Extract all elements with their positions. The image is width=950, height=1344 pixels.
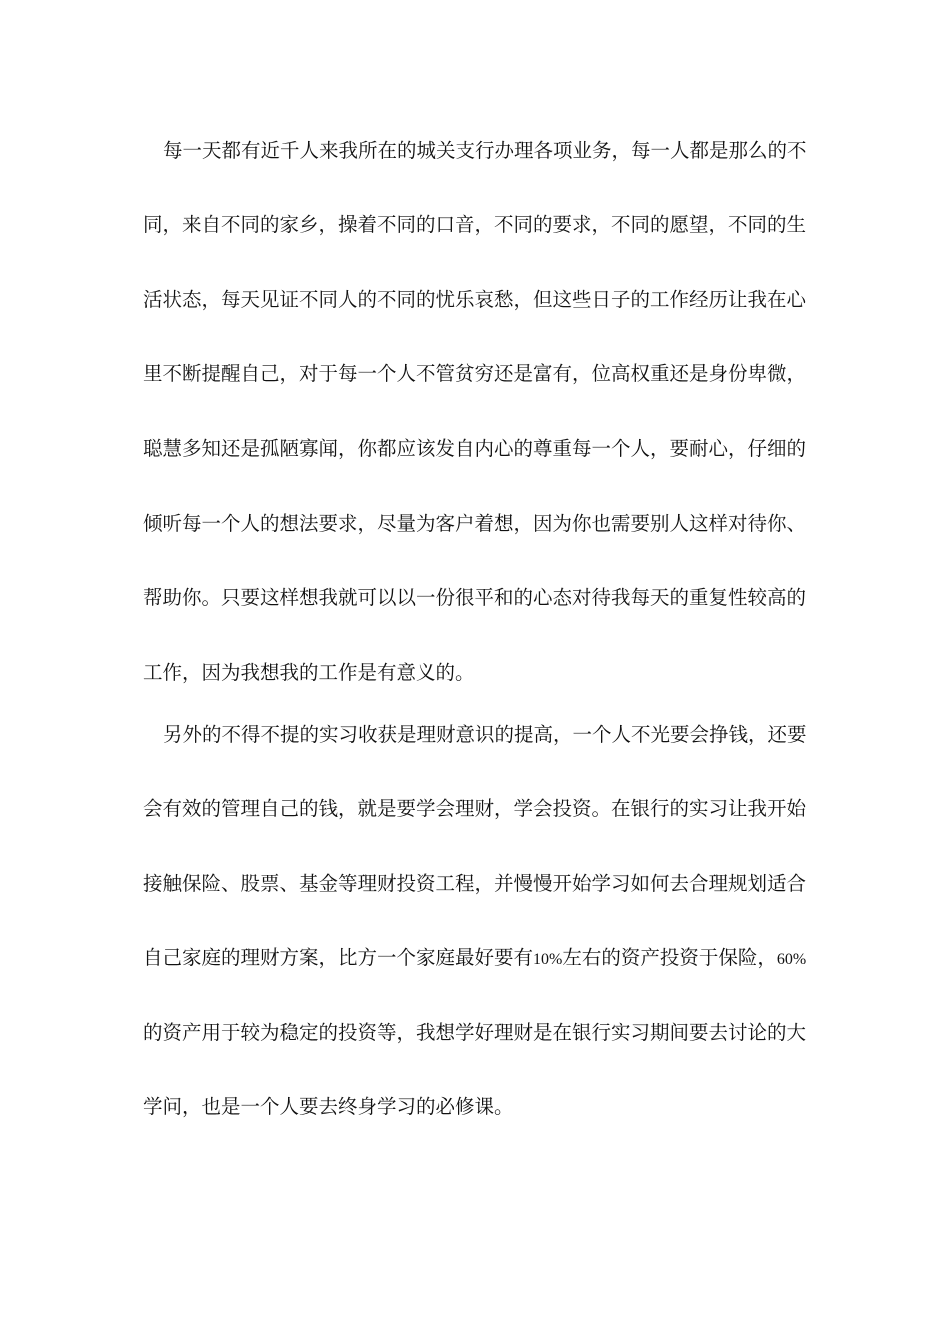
text-line: 活状态，每天见证不同人的不同的忧乐哀愁，但这些日子的工作经历让我在心 bbox=[143, 288, 807, 311]
text-line bbox=[143, 943, 807, 973]
text-line: 帮助你。只要这样想我就可以以一份很平和的心态对待我每天的重复性较高的 bbox=[143, 586, 807, 609]
text-line: 同，来自不同的家乡，操着不同的口音，不同的要求，不同的愿望，不同的生 bbox=[143, 213, 807, 236]
text-line: 学问，也是一个人要去终身学习的必修课。 bbox=[143, 1095, 514, 1118]
text-line: 另外的不得不提的实习收获是理财意识的提高，一个人不光要会挣钱，还要 bbox=[163, 723, 807, 746]
text-line: 每一天都有近千人来我所在的城关支行办理各项业务，每一人都是那么的不 bbox=[163, 139, 807, 162]
text-line: 里不断提醒自己，对于每一个人不管贫穷还是富有，位高权重还是身份卑微， bbox=[143, 362, 807, 385]
text-line: 接触保险、股票、基金等理财投资工程，并慢慢开始学习如何去合理规划适合 bbox=[143, 872, 807, 895]
text-segment: 左右的资产投资于保险， bbox=[562, 946, 777, 969]
text-line: 聪慧多知还是孤陋寡闻，你都应该发自内心的尊重每一个人，要耐心，仔细的 bbox=[143, 437, 807, 460]
text-line: 会有效的管理自己的钱，就是要学会理财，学会投资。在银行的实习让我开始 bbox=[143, 797, 807, 820]
text-line: 工作，因为我想我的工作是有意义的。 bbox=[143, 661, 475, 684]
text-line: 的资产用于较为稳定的投资等，我想学好理财是在银行实习期间要去讨论的大 bbox=[143, 1021, 807, 1044]
percent-value: 60% bbox=[776, 951, 807, 968]
percent-value: 10% bbox=[533, 951, 563, 968]
text-line: 倾听每一个人的想法要求，尽量为客户着想，因为你也需要别人这样对待你、 bbox=[143, 512, 807, 535]
text-segment: 自己家庭的理财方案，比方一个家庭最好要有 bbox=[143, 946, 534, 969]
